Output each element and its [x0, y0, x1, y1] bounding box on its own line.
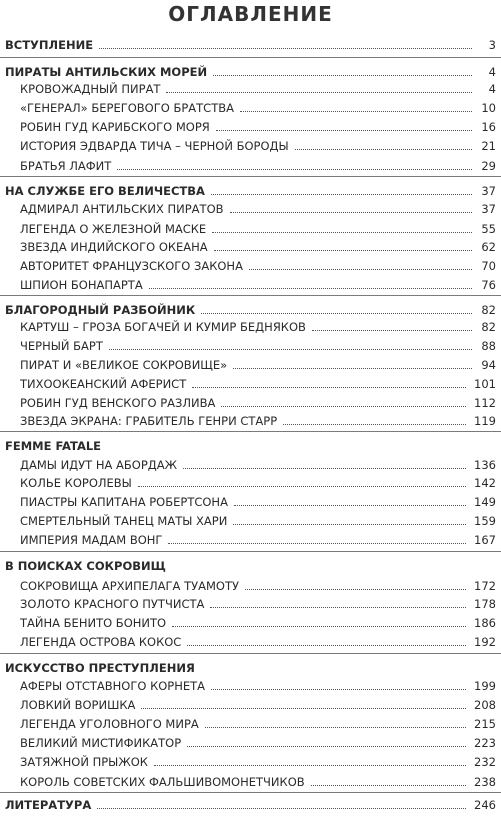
- leader-dots: [283, 424, 466, 425]
- toc-entry-title: РОБИН ГУД ВЕНСКОГО РАЗЛИВА: [20, 396, 216, 410]
- leader-dots: [312, 330, 472, 331]
- leader-dots: [249, 269, 472, 270]
- toc-section-entry[interactable]: [0, 63, 501, 81]
- toc-page-number: 94: [481, 358, 496, 372]
- toc-entry-title: СМЕРТЕЛЬНЫЙ ТАНЕЦ МАТЫ ХАРИ: [20, 514, 228, 528]
- toc-chapter-entry[interactable]: [0, 753, 501, 771]
- toc-page-number: 199: [474, 679, 496, 693]
- toc-entry-title: ВЕЛИКИЙ МИСТИФИКАТОР: [20, 736, 182, 750]
- toc-page-number: 70: [481, 259, 496, 273]
- toc-entry-title: БЛАГОРОДНЫЙ РАЗБОЙНИК: [5, 303, 196, 317]
- toc-chapter-entry[interactable]: [0, 677, 501, 695]
- toc-entry-title: В ПОИСКАХ СОКРОВИЩ: [5, 559, 166, 573]
- leader-dots: [230, 212, 472, 213]
- toc-entry-title: ЛЕГЕНДА УГОЛОВНОГО МИРА: [20, 717, 199, 731]
- toc-page-number: 238: [474, 775, 496, 789]
- toc-chapter-entry[interactable]: [0, 238, 501, 256]
- toc-entry-title: ЛОВКИЙ ВОРИШКА: [20, 698, 136, 712]
- toc-section-entry[interactable]: [0, 301, 501, 319]
- toc-entry-title: КРОВОЖАДНЫЙ ПИРАТ: [20, 82, 161, 96]
- toc-page-number: 101: [474, 377, 496, 391]
- leader-dots: [211, 689, 466, 690]
- toc-entry-title: ШПИОН БОНАПАРТА: [20, 278, 143, 292]
- toc-entry-title: АВТОРИТЕТ ФРАНЦУЗСКОГО ЗАКОНА: [20, 259, 243, 273]
- toc-chapter-entry[interactable]: [0, 157, 501, 175]
- leader-dots: [138, 486, 466, 487]
- toc-chapter-entry[interactable]: [0, 257, 501, 275]
- toc-page-number: 3: [488, 38, 496, 52]
- toc-section-entry[interactable]: [0, 659, 501, 677]
- toc-chapter-entry[interactable]: [0, 696, 501, 714]
- toc-chapter-entry[interactable]: [0, 200, 501, 218]
- toc-chapter-entry[interactable]: [0, 220, 501, 238]
- leader-dots: [154, 765, 466, 766]
- toc-page-number: 82: [481, 303, 496, 317]
- toc-section-entry[interactable]: [0, 796, 501, 814]
- toc-chapter-entry[interactable]: [0, 318, 501, 336]
- toc-chapter-entry[interactable]: [0, 394, 501, 412]
- toc-page-number: 172: [474, 579, 496, 593]
- toc-entry-title: ЛЕГЕНДА О ЖЕЛЕЗНОЙ МАСКЕ: [20, 222, 207, 236]
- leader-dots: [214, 250, 472, 251]
- toc-entry-title: ПИАСТРЫ КАПИТАНА РОБЕРТСОНА: [20, 495, 228, 509]
- leader-dots: [234, 505, 466, 506]
- leader-dots: [216, 130, 472, 131]
- leader-dots: [99, 48, 472, 49]
- toc-entry-title: FEMME FATALE: [5, 439, 102, 453]
- toc-chapter-entry[interactable]: [0, 773, 501, 791]
- toc-chapter-entry[interactable]: [0, 474, 501, 492]
- toc-page-number: 215: [474, 717, 496, 731]
- toc-entry-title: ЛИТЕРАТУРА: [5, 798, 92, 812]
- toc-page-number: 167: [474, 533, 496, 547]
- leader-dots: [172, 626, 466, 627]
- toc-entry-title: ЗОЛОТО КРАСНОГО ПУТЧИСТА: [20, 597, 205, 611]
- toc-page-number: 149: [474, 495, 496, 509]
- toc-page-number: 136: [474, 458, 496, 472]
- toc-chapter-entry[interactable]: [0, 80, 501, 98]
- leader-dots: [213, 75, 472, 76]
- toc-section-entry[interactable]: [0, 437, 501, 455]
- section-divider: [0, 176, 501, 177]
- section-divider: [0, 295, 501, 296]
- toc-chapter-entry[interactable]: [0, 531, 501, 549]
- toc-chapter-entry[interactable]: [0, 337, 501, 355]
- toc-chapter-entry[interactable]: [0, 375, 501, 393]
- toc-page-number: 55: [481, 222, 496, 236]
- leader-dots: [240, 111, 472, 112]
- toc-chapter-entry[interactable]: [0, 614, 501, 632]
- toc-chapter-entry[interactable]: [0, 456, 501, 474]
- toc-entry-title: АДМИРАЛ АНТИЛЬСКИХ ПИРАТОВ: [20, 202, 224, 216]
- toc-chapter-entry[interactable]: [0, 356, 501, 374]
- toc-entry-title: «ГЕНЕРАЛ» БЕРЕГОВОГО БРАТСТВА: [20, 101, 234, 115]
- toc-chapter-entry[interactable]: [0, 577, 501, 595]
- toc-entry-title: ИСТОРИЯ ЭДВАРДА ТИЧА – ЧЕРНОЙ БОРОДЫ: [20, 139, 289, 153]
- toc-entry-title: ТИХООКЕАНСКИЙ АФЕРИСТ: [20, 377, 187, 391]
- toc-chapter-entry[interactable]: [0, 412, 501, 430]
- toc-entry-title: ИМПЕРИЯ МАДАМ ВОНГ: [20, 533, 163, 547]
- leader-dots: [205, 727, 466, 728]
- toc-chapter-entry[interactable]: [0, 512, 501, 530]
- toc-entry-title: РОБИН ГУД КАРИБСКОГО МОРЯ: [20, 120, 210, 134]
- toc-chapter-entry[interactable]: [0, 715, 501, 733]
- toc-page-number: 223: [474, 736, 496, 750]
- toc-chapter-entry[interactable]: [0, 99, 501, 117]
- toc-section-entry[interactable]: [0, 182, 501, 200]
- toc-page-number: 37: [481, 184, 496, 198]
- leader-dots: [192, 387, 466, 388]
- toc-entry-title: НА СЛУЖБЕ ЕГО ВЕЛИЧЕСТВА: [5, 184, 205, 198]
- toc-chapter-entry[interactable]: [0, 734, 501, 752]
- toc-entry-title: КАРТУШ – ГРОЗА БОГАЧЕЙ И КУМИР БЕДНЯКОВ: [20, 320, 306, 334]
- leader-dots: [168, 543, 466, 544]
- toc-entry-title: КОРОЛЬ СОВЕТСКИХ ФАЛЬШИВОМОНЕТЧИКОВ: [20, 775, 305, 789]
- leader-dots: [141, 708, 466, 709]
- toc-chapter-entry[interactable]: [0, 595, 501, 613]
- leader-dots: [117, 169, 472, 170]
- leader-dots: [210, 607, 466, 608]
- toc-page-number: 29: [481, 159, 496, 173]
- toc-page-number: 186: [474, 616, 496, 630]
- leader-dots: [221, 406, 466, 407]
- toc-page-number: 16: [481, 120, 496, 134]
- toc-entry-title: ДАМЫ ИДУТ НА АБОРДАЖ: [20, 458, 178, 472]
- toc-entry-title: ЗВЕЗДА ЭКРАНА: ГРАБИТЕЛЬ ГЕНРИ СТАРР: [20, 414, 278, 428]
- toc-section-entry[interactable]: [0, 36, 501, 54]
- toc-entry-title: ЛЕГЕНДА ОСТРОВА КОКОС: [20, 635, 182, 649]
- toc-page-number: 37: [481, 202, 496, 216]
- toc-entry-title: ЗАТЯЖНОЙ ПРЫЖОК: [20, 755, 148, 769]
- toc-page-number: 232: [474, 755, 496, 769]
- toc-page-number: 88: [481, 339, 496, 353]
- section-divider: [0, 57, 501, 58]
- leader-dots: [187, 746, 466, 747]
- toc-chapter-entry[interactable]: [0, 493, 501, 511]
- toc-chapter-entry[interactable]: [0, 633, 501, 651]
- leader-dots: [212, 232, 472, 233]
- toc-page-number: 142: [474, 476, 496, 490]
- toc-page-number: 4: [488, 82, 496, 96]
- leader-dots: [245, 589, 466, 590]
- toc-page-number: 62: [481, 240, 496, 254]
- toc-page-number: 246: [474, 798, 496, 812]
- toc-entry-title: ВСТУПЛЕНИЕ: [5, 38, 94, 52]
- leader-dots: [211, 194, 472, 195]
- section-divider: [0, 792, 501, 793]
- toc-page-number: 159: [474, 514, 496, 528]
- toc-section-entry[interactable]: [0, 557, 501, 575]
- toc-page-number: 76: [481, 278, 496, 292]
- leader-dots: [149, 288, 472, 289]
- section-divider: [0, 551, 501, 552]
- toc-entry-title: ПИРАТЫ АНТИЛЬСКИХ МОРЕЙ: [5, 65, 208, 79]
- leader-dots: [295, 149, 472, 150]
- toc-page-number: 208: [474, 698, 496, 712]
- leader-dots: [166, 92, 472, 93]
- leader-dots: [233, 368, 472, 369]
- toc-page-number: 119: [474, 414, 496, 428]
- toc-entry-title: КОЛЬЕ КОРОЛЕВЫ: [20, 476, 132, 490]
- section-divider: [0, 653, 501, 654]
- section-divider: [0, 431, 501, 432]
- toc-entry-title: ИСКУССТВО ПРЕСТУПЛЕНИЯ: [5, 661, 195, 675]
- toc-entry-title: БРАТЬЯ ЛАФИТ: [20, 159, 112, 173]
- leader-dots: [109, 349, 472, 350]
- leader-dots: [201, 313, 472, 314]
- toc-chapter-entry[interactable]: [0, 118, 501, 136]
- toc-page-number: 112: [474, 396, 496, 410]
- toc-entry-title: СОКРОВИЩА АРХИПЕЛАГА ТУАМОТУ: [20, 579, 239, 593]
- toc-entry-title: ПИРАТ И «ВЕЛИКОЕ СОКРОВИЩЕ»: [20, 358, 228, 372]
- leader-dots: [233, 524, 466, 525]
- leader-dots: [311, 785, 466, 786]
- toc-entry-title: ТАЙНА БЕНИТО БОНИТО: [20, 616, 167, 630]
- toc-entry-title: ЗВЕЗДА ИНДИЙСКОГО ОКЕАНА: [20, 240, 208, 254]
- toc-page-number: 82: [481, 320, 496, 334]
- toc-entry-title: ЧЕРНЫЙ БАРТ: [20, 339, 103, 353]
- toc-chapter-entry[interactable]: [0, 276, 501, 294]
- toc-page-number: 192: [474, 635, 496, 649]
- toc-page-number: 178: [474, 597, 496, 611]
- toc-entry-title: АФЕРЫ ОТСТАВНОГО КОРНЕТА: [20, 679, 206, 693]
- toc-page-number: 4: [488, 65, 496, 79]
- leader-dots: [187, 645, 466, 646]
- toc-page-number: 21: [481, 139, 496, 153]
- leader-dots: [183, 468, 466, 469]
- leader-dots: [97, 808, 466, 809]
- toc-chapter-entry[interactable]: [0, 137, 501, 155]
- toc-page-number: 10: [481, 101, 496, 115]
- page-title: ОГЛАВЛЕНИЕ: [168, 2, 333, 26]
